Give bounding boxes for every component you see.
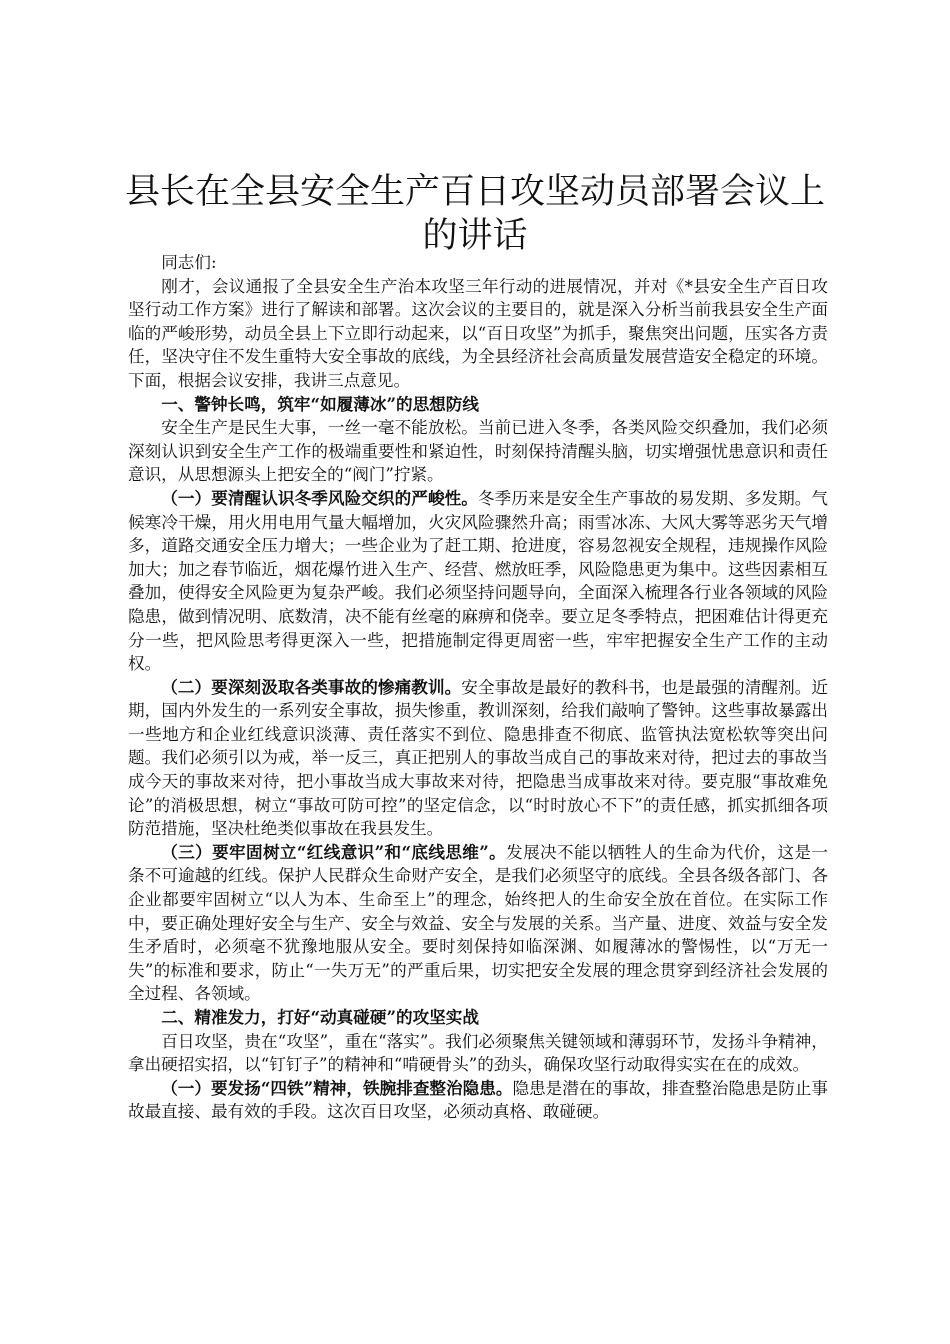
section-2-intro: 百日攻坚，贵在“攻坚”，重在“落实”。我们必须聚焦关键领域和薄弱环节，发扬斗争精神，拿出硬招实招，以“钉钉子”的精神和“啃硬骨头”的劲头，确保攻坚行动取得实实在在的成效。 [128, 1031, 828, 1075]
point-lead: （三）要牢固树立“红线意识”和“底线思维”。 [161, 841, 507, 862]
intro-paragraph: 刚才，会议通报了全县安全生产治本攻坚三年行动的进展情况，并对《*县安全生产百日攻坚行动工作方案》进行了解读和部署。这次会议的主要目的，就是深入分析当前我县安全生产面临的严峻形势，动员全县上下立即行动起来，以“百日攻坚”为抓手，聚焦突出问题，压实各方责任，坚决守住不发生重特大安全事故的底线，为全县经济社会高质量发展营造安全稳定的环境。下面，根据会议安排，我讲三点意见。 [128, 276, 828, 390]
section-1-heading: 一、警钟长鸣，筑牢“如履薄冰”的思想防线 [161, 393, 479, 414]
section-1-point-1 [128, 487, 828, 676]
point-lead: （二）要深刻汲取各类事故的惨痛教训。 [161, 676, 462, 697]
point-text: 安全事故是最好的教科书，也是最强的清醒剂。近期，国内外发生的一系列安全事故，损失惨重，教训深刻，给我们敲响了警钟。这些事故暴露出一些地方和企业红线意识淡薄、责任落实不到位、隐患排查不彻底、监管执法宽松软等突出问题。我们必须引以为戒，举一反三，真正把别人的事故当成自己的事故来对待，把过去的事故当成今天的事故来对待，把小事故当成大事故来对待，把隐患当成事故来对待。要克服“事故难免论”的消极思想，树立“事故可防可控”的坚定信念，以“时时放心不下”的责任感，抓实抓细各项防范措施，坚决杜绝类似事故在我县发生。 [128, 677, 829, 839]
section-2-point-1 [128, 1077, 828, 1124]
point-lead: （一）要发扬“四铁”精神，铁腕排查整治隐患。 [161, 1077, 513, 1098]
salutation: 同志们: [161, 253, 217, 272]
section-1-intro: 安全生产是民生大事，一丝一毫不能放松。当前已进入冬季，各类风险交织叠加，我们必须深刻认识到安全生产工作的极端重要性和紧迫性，时刻保持清醒头脑，切实增强忧患意识和责任意识，从思想源头上把安全的“阀门”拧紧。 [128, 418, 828, 485]
document-title: 县长在全县安全生产百日攻坚动员部署会议上的讲话 [124, 172, 825, 256]
point-text: 发展决不能以牺牲人的生命为代价，这是一条不可逾越的红线。保护人民群众生命财产安全，是我们必须坚守的底线。全县各级各部门、各企业都要牢固树立“以人为本、生命至上”的理念，始终把人的生命安全放在首位。在实际工作中，要正确处理好安全与生产、安全与效益、安全与发展的关系。当产量、进度、效益与安全发生矛盾时，必须毫不犹豫地服从安全。要时刻保持如临深渊、如履薄冰的警惕性，以“万无一失”的标准和要求，防止“一失万无”的严重后果，切实把安全发展的理念贯穿到经济社会发展的全过程、各领域。 [128, 842, 829, 1004]
point-lead: （一）要清醒认识冬季风险交织的严峻性。 [161, 487, 478, 508]
section-1-point-2 [128, 676, 828, 841]
section-2-heading: 二、精准发力，打好“动真碰硬”的攻坚实战 [161, 1007, 479, 1027]
point-text: 冬季历来是安全生产事故的易发期、多发期。气候寒冷干燥，用火用电用气量大幅增加，火灾风险骤然升高；雨雪冰冻、大风大雾等恶劣天气增多，道路交通安全压力增大；一些企业为了赶工期、抢进度，容易忽视安全规程，违规操作风险加大；加之春节临近，烟花爆竹进入生产、经营、燃放旺季，风险隐患更为集中。这些因素相互叠加，使得安全风险更为复杂严峻。我们必须坚持问题导向，全面深入梳理各行业各领域的风险隐患，做到情况明、底数清，决不能有丝毫的麻痹和侥幸。要立足冬季特点，把困难估计得更充分一些，把风险思考得更深入一些，把措施制定得更周密一些，牢牢把握安全生产工作的主动权。 [128, 488, 829, 674]
document-body [128, 251, 828, 1124]
section-1-point-3 [128, 841, 828, 1006]
point-text: 隐患是潜在的事故，排查整治隐患是防止事故最直接、最有效的手段。这次百日攻坚，必须动真格、敢碰硬。 [128, 1078, 829, 1122]
